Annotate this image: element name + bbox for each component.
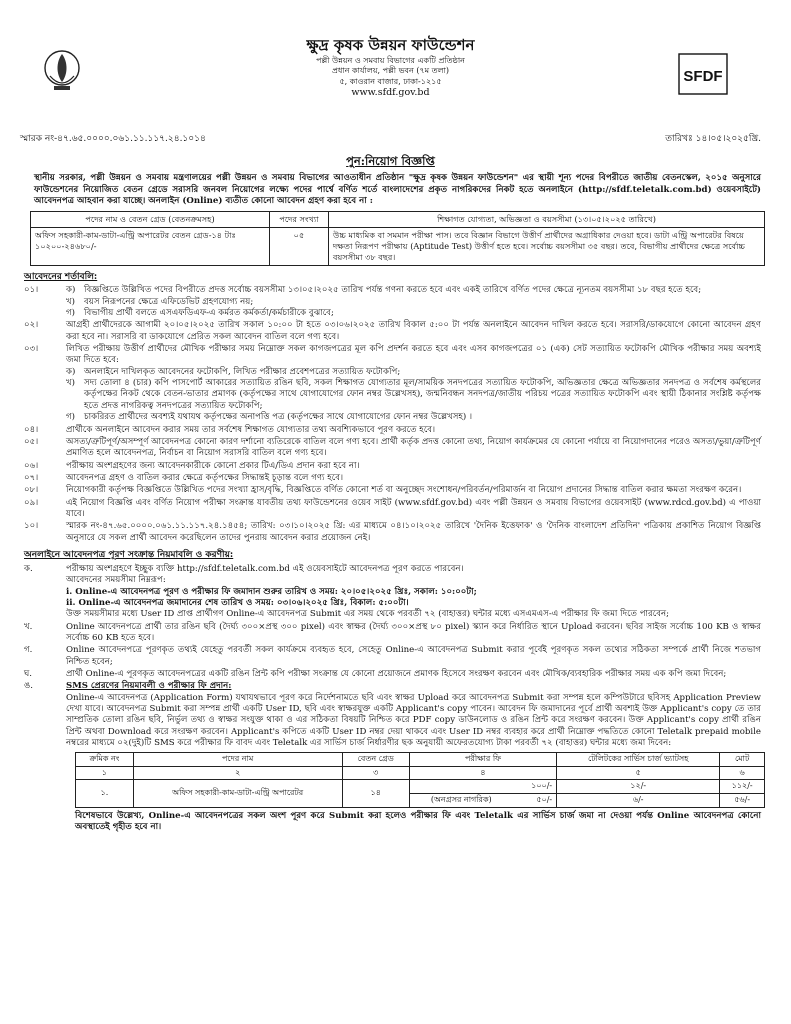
fee-sl: ১. xyxy=(76,780,134,807)
fee-index: ৬ xyxy=(720,766,765,780)
fee-table-index-row xyxy=(76,766,765,780)
fee-post: অফিস সহকারী-কাম-ডাটা-এন্ট্রি অপারেটর xyxy=(133,780,342,807)
condition-subitem xyxy=(66,367,761,378)
fee-table-header xyxy=(76,753,765,767)
post-name: অফিস সহকারী-কাম-ডাটা-এন্ট্রি অপারেটর বেতন গ্রেড-১৪ টাঃ ১০২০০-২৪৬৮০/- xyxy=(31,228,270,265)
condition-number: ০৮। xyxy=(24,485,39,496)
condition-number: ০৩। xyxy=(24,344,39,355)
rule-ng-text: Online-এ আবেদনপত্র (Application Form) যথাযথভাবে পূরণ করে নির্দেশনামতে ছবি এবং স্বাক্ষর Upload করে আবেদনপত্র Submit করা সম্পন্ন হলে কম্পিউটারে ছবিসহ Application Preview দেখা যাবে। আবেদনপত্র Submit করা সম্পন্ন প্রার্থী একটি User ID, ছবি এবং স্বাক্ষরযুক্ত একটি Applicant's copy পাবেন। আবেদন ফি জমাদানের পূর্বে প্রার্থী অবশ্যই উক্ত Applicant's copy তে তার সাম্প্রতিক তোলা রঙিন ছবি, নির্ভুল তথ্য ও স্বাক্ষর সংযুক্ত থাকা ও এর সঠিকতা বিষয়টি নিশ্চিত করে PDF copy ডাউনলোড ও রঙিন প্রিন্ট করে সংরক্ষণ করবেন। উক্ত Applicant's copy প্রার্থী রঙিন প্রিন্ট অথবা Download করে সংরক্ষণ করবেন। Applicant's কপিতে একটি User ID নম্বর দেয়া থাকবে এবং User ID নম্বর ব্যবহার করে প্রার্থী নিম্নোক্ত পদ্ধতিতে কোনো Teletalk prepaid mobile নম্বরের মাধ্যমে ০২(দুই)টি SMS করে পরীক্ষার ফি বাবদ এবং Teletalk এর সার্ভিস চার্জ নির্ধারণীর ছক অনুযায়ী অফেরতযোগ্য টাকা পরবর্তী ৭২ (বাহাত্তর) ঘন্টার মধ্যে জমা দিবেন: xyxy=(66,692,761,748)
org-name: ক্ষুদ্র কৃষক উন্নয়ন ফাউন্ডেশন xyxy=(306,36,475,54)
org-office: প্রধান কার্যালয়, পল্লী ভবন (৭ম তলা) xyxy=(331,66,450,76)
rule-kh-text: Online আবেদনপত্রে প্রার্থী তার রঙিন ছবি (দৈর্ঘ্য ৩০০×প্রস্থ ৩০০ pixel) এবং স্বাক্ষর (দৈর্ঘ্য ৩০০×প্রস্থ ৮০ pixel) স্ক্যান করে নির্ধারিত স্থানে Upload করবেন। ছবির সাইজ সর্বোচ্চ 100 KB ও স্বাক্ষর সর্বোচ্চ 60 KB হতে হবে। xyxy=(66,621,761,643)
condition-number: ০৭। xyxy=(24,472,39,483)
rule-ng-label: ঙ. xyxy=(24,681,34,692)
memo-ref: স্মারক নং-৪৭.৬৫.০০০০.০৬১.১১.১১৭.২৪.১০১৪ xyxy=(20,134,206,144)
condition-subitem xyxy=(66,297,761,308)
condition-text: লিখিত পরীক্ষায় উত্তীর্ণ প্রার্থীদের মৌখিক পরীক্ষার সময় নিম্নোক্ত সকল কাগজপত্রের মূল কপি প্রদর্শন করতে হবে এবং এসব কাগজপত্রের ০১ (এক) সেট সত্যায়িত ফটোকপি মৌখিক পরীক্ষার সময় অবশ্যই জমা দিতে হবে: xyxy=(66,344,761,366)
condition-text: নিয়োগকারী কর্তৃপক্ষ বিজ্ঞপ্তিতে উল্লিখিত পদের সংখ্যা হ্রাস/বৃদ্ধি, বিজ্ঞপ্তিতে বর্ণিত কোনো শর্ত বা অনুচ্ছেদ সংশোধন/পরিবর্তন/পরিমার্জন বা নিয়োগ প্রদানের সিদ্ধান্ত বাতিল করার ক্ষমতা সংরক্ষণ করেন। xyxy=(66,485,742,496)
fee-header-charge: টেলিটকের সার্ভিস চার্জ ভ্যাটসহ xyxy=(557,753,720,767)
fee-index: ৪ xyxy=(409,766,556,780)
condition-sub-label: গ) xyxy=(66,412,75,423)
condition-number: ১০। xyxy=(24,521,39,532)
fee-header-total: মোট xyxy=(720,753,765,767)
online-title: অনলাইনে আবেদনপত্র পূরণ সংক্রান্ত নিয়মাবলি ও করণীয়: xyxy=(24,549,234,560)
condition-item xyxy=(20,473,761,484)
condition-item xyxy=(20,498,761,521)
condition-item xyxy=(20,521,761,544)
fee-note: (অনগ্রসর নাগরিক) xyxy=(409,793,512,807)
rule-kh xyxy=(20,622,761,645)
condition-sub-text: বিজ্ঞপ্তিতে উল্লিখিত পদের বিপরীতে প্রদত্ত সর্বোচ্চ বয়সসীমা ১৩।০৫।২০২৫ তারিখ পর্যন্ত গণনা করতে হবে এবং একই তারিখে বর্ণিত পদের ক্ষেত্রে ন্যূনতম বয়সসীমা ১৮ বছর হতে হবে; xyxy=(84,285,702,296)
fee-header-grade: বেতন গ্রেড xyxy=(342,753,409,767)
post-table xyxy=(30,211,765,265)
condition-text: আগ্রহী প্রার্থীদেরকে আগামী ২০।০৫।২০২৫ তারিখ সকাল ১০:০০ টা হতে ০৩।০৬।২০২৫ তারিখ বিকাল ৫:০০ টা পর্যন্ত অনলাইনে আবেদন দাখিল করতে হবে। সরাসরি/ডাকযোগে কোনো আবেদন গ্রহণ করা হবে না। সরাসরি বা ডাকযোগে প্রেরিত সকল আবেদন বাতিল বলে গণ্য হবে। xyxy=(66,320,761,342)
condition-subitem xyxy=(66,378,761,412)
footer-note: বিশেষভাবে উল্লেখ্য, Online-এ আবেদনপত্রের সকল অংশ পূরণ করে Submit করা হলেও পরীক্ষার ফি এবং Teletalk এর সার্ভিস চার্জ জমা না দেওয়া পর্যন্ত Online আবেদনপত্র কোনো অবস্থাতেই গৃহীত হবে না। xyxy=(75,810,761,832)
notice-title: পুন:নিয়োগ বিজ্ঞপ্তি xyxy=(346,154,435,168)
logo-text: SFDF xyxy=(683,68,723,85)
rule-k-line3: i. Online-এ আবেদনপত্র পূরণ ও পরীক্ষার ফি জমাদান শুরুর তারিখ ও সময়: ২০।০৫।২০২৫ খ্রিঃ, সকাল: ১০:০০টা; xyxy=(66,586,477,597)
condition-sub-label: ক) xyxy=(66,285,76,296)
condition-item xyxy=(20,461,761,472)
notice-intro: স্থানীয় সরকার, পল্লী উন্নয়ন ও সমবায় মন্ত্রণালয়ের পল্লী উন্নয়ন ও সমবায় বিভাগের আওতাধীন প্রতিষ্ঠান "ক্ষুদ্র কৃষক উন্নয়ন ফাউন্ডেশন" এর স্থায়ী শূন্য পদের বিপরীতে জাতীয় বেতনস্কেল, ২০১৫ অনুসারে ফাউন্ডেশনের নিয়োজিত বেতন গ্রেডে সরাসরি জনবল নিয়োগের লক্ষ্যে পদের পার্শ্বে বর্ণিত শর্তে বাংলাদেশের প্রকৃত নাগরিকদের নিকট হতে অনলাইনে (http://sfdf.teletalk.com.bd) ওয়েবসাইটে) আবেদনপত্র আহবান করা যাচ্ছে। অনলাইন (Online) ব্যতীত কোনো আবেদন গ্রহণ করা হবে না : xyxy=(34,173,761,206)
condition-number: ০৪। xyxy=(24,424,39,435)
fee-charge-reduced: ৬/- xyxy=(557,793,720,807)
condition-subitem xyxy=(66,412,761,423)
fee-amount: ১০০/- xyxy=(513,780,557,794)
condition-sub-label: খ) xyxy=(66,296,75,307)
fee-charge: ১২/- xyxy=(557,780,720,794)
fee-table xyxy=(75,752,765,807)
rule-k-line2: আবেদনের সময়সীমা নিম্নরূপ: xyxy=(66,575,166,586)
conditions-list xyxy=(20,285,761,544)
condition-text: অসত্য/ত্রুটিপূর্ণ/অসম্পূর্ণ আবেদনপত্র কোনো কারণ দর্শানো ব্যতিরেকে বাতিল বলে গণ্য হবে। প্রার্থী কর্তৃক প্রদত্ত কোনো তথ্য, নিয়োগ কার্যক্রমের যে কোনো পর্যায়ে বা নিয়োগদানের পরেও অসত্য/ভুয়া/ত্রুটিপূর্ণ প্রমাণিত হলে আবেদনপত্র, নির্বাচন বা নিয়োগ সরাসরি বাতিল বলে গণ্য হবে। xyxy=(66,436,761,459)
condition-text: আবেদনপত্র গ্রহণ ও বাতিল করার ক্ষেত্রে কর্তৃপক্ষের সিদ্ধান্তই চূড়ান্ত বলে গণ্য হবে। xyxy=(66,472,344,483)
condition-item xyxy=(20,285,761,319)
condition-text: প্রার্থীকে অনলাইনে আবেদন করার সময় তার সর্বশেষ শিক্ষাগত যোগ্যতার তথ্য অবশ্যিকভাবে পূরণ করতে হবে। xyxy=(66,424,436,435)
condition-number: ০২। xyxy=(24,320,39,331)
condition-item xyxy=(20,485,761,496)
condition-sub-text: বয়স নিরূপনের ক্ষেত্রে এফিডেভিট গ্রহণযোগ্য নয়; xyxy=(84,296,254,307)
condition-item xyxy=(20,425,761,436)
rule-k-line1: পরীক্ষায় অংশগ্রহণে ইচ্ছুক ব্যক্তি http://sfdf.teletalk.com.bd এই ওয়েবসাইটে আবেদনপত্র পূরণ করতে পারবেন। xyxy=(66,563,464,574)
fee-total: ১১২/- xyxy=(720,780,765,794)
condition-text: পরীক্ষায় অংশগ্রহণের জন্য আবেদনকারীকে কোনো প্রকার টিএ/ডিএ প্রদান করা হবে না। xyxy=(66,460,360,471)
post-qualification: উচ্চ মাধ্যমিক বা সমমান পরীক্ষা পাস। তবে বিজ্ঞান বিভাগে উত্তীর্ণ প্রার্থীদের অগ্রাধিকার দেওয়া হবে। ডাটা এন্ট্রি অপারেটর বিষয়ে দক্ষতা নিরূপণ পরীক্ষায় (Aptitude Test) উত্তীর্ণ হতে হবে। সর্বোচ্চ বয়সসীমা ৩৫ বছর। তবে, বিভাগীয় প্রার্থীদের ক্ষেত্রে সর্বোচ্চ বয়সসীমা ৩৮ বছর। xyxy=(329,228,765,265)
rule-k-line4: ii. Online-এ আবেদনপত্র জমাদানের শেষ তারিখ ও সময়: ০৩।০৬।২০২৫ খ্রিঃ, বিকাল: ৫:০০টা। xyxy=(66,597,409,608)
rule-k-line5: উক্ত সময়সীমার মধ্যে User ID প্রাপ্ত প্রার্থীগণ Online-এ আবেদনপত্র Submit এর সময় থেকে পরবর্তী ৭২ (বাহাত্তর) ঘন্টার মধ্যে এসএমএস-এ পরীক্ষার ফি জমা দিতে পারবেন; xyxy=(66,609,670,620)
fee-index: ২ xyxy=(133,766,342,780)
rule-ng xyxy=(20,681,761,749)
condition-text: স্মারক নং-৪৭.৬৫.০০০০.০৬১.১১.১১৭.২৪.১৪৫৪; তারিখ: ০৩।১০।২০২৫ খ্রি: এর মাধ্যমে ০৪।১০।২০২৫ তারিখে 'দৈনিক ইত্তেফাক' ও 'দৈনিক বাংলাদেশ প্রতিদিন' পত্রিকায় প্রকাশিত নিয়োগ বিজ্ঞপ্তি অনুসারে যে সকল প্রার্থী আবেদন করেছিলেন তাদের পুনরায় আবেদন করার প্রয়োজন নেই। xyxy=(66,521,761,543)
letterhead xyxy=(20,36,761,134)
rule-gh xyxy=(20,669,761,680)
condition-sub-label: খ) xyxy=(66,378,75,389)
fee-index: ১ xyxy=(76,766,134,780)
memo-line xyxy=(20,134,761,150)
rule-kh-label: খ. xyxy=(24,621,33,632)
sfdf-logo-icon xyxy=(675,50,731,98)
condition-number: ০৬। xyxy=(24,460,39,471)
condition-number: ০৯। xyxy=(24,497,39,508)
rule-k xyxy=(20,564,761,621)
condition-item xyxy=(20,320,761,343)
condition-subitem xyxy=(66,308,761,319)
fee-table-row xyxy=(76,780,765,794)
condition-number: ০৫। xyxy=(24,436,39,447)
condition-sub-label: ক) xyxy=(66,366,76,377)
condition-sub-text: চাকরিরত প্রার্থীদের অবশ্যই যথাযথ কর্তৃপক্ষের অনাপত্তি পত্র (কর্তৃপক্ষের সাথে যোগাযোগের ফোন নম্বর উল্লেখসহ) । xyxy=(84,412,473,423)
condition-number: ০১। xyxy=(24,285,39,296)
post-table-row xyxy=(31,228,765,265)
rule-gh-label: ঘ. xyxy=(24,668,33,679)
fee-index: ৩ xyxy=(342,766,409,780)
org-website: www.sfdf.gov.bd xyxy=(351,87,430,99)
condition-sub-text: বিভাগীয় প্রার্থী বলতে এসএফডিএফ-এ কর্মরত কর্মকর্তা/কর্মচারীকে বুঝাবে; xyxy=(84,308,334,319)
condition-sub-text: সদ্য তোলা ৪ (চার) কপি পাসপোর্ট আকারের সত্যায়িত রঙিন ছবি, সকল শিক্ষাগত যোগ্যতার মূল/সাময়িক সনদপত্রের সত্যায়িত ফটোকপি, অভিজ্ঞতার ক্ষেত্রে অভিজ্ঞতার সনদপত্র ও সর্বশেষ কর্মস্থলের কর্তৃপক্ষের নিকট থেকে বেতন-ভাতার প্রমাণক (কর্তৃপক্ষের সাথে যোগাযোগের ফোন নম্বর উল্লেখসহ), জন্মনিবন্ধন সনদপত্র/জাতীয় পরিচয় পত্রের সত্যায়িত ফটোকপি এবং স্থায়ী ঠিকানার সংশ্লিষ্ট কর্তৃপক্ষ হতে প্রদত্ত নাগরিকত্ব সনদপত্রের সত্যায়িত ফটোকপি; xyxy=(84,378,761,411)
post-header-count: পদের সংখ্যা xyxy=(270,212,329,228)
rule-k-label: ক. xyxy=(24,563,33,574)
rule-g xyxy=(20,645,761,668)
condition-sub-label: গ) xyxy=(66,308,75,319)
government-emblem-icon xyxy=(42,46,82,94)
condition-item xyxy=(20,344,761,423)
fee-header-sl: ক্রমিক নং xyxy=(76,753,134,767)
rule-gh-text: প্রার্থী Online-এ পূরণকৃত আবেদনপত্রের একটি রঙিন প্রিন্ট কপি পরীক্ষা সংক্রান্ত যে কোনো প্রয়োজনে প্রমাণক হিসেবে সংরক্ষণ করবেন এবং মৌখিক/ব্যবহারিক পরীক্ষার সময় এক কপি জমা দিবেন; xyxy=(66,668,727,679)
condition-item xyxy=(20,437,761,460)
org-address: ৫, কাওরান বাজার, ঢাকা-১২১৫ xyxy=(339,76,442,86)
org-subtitle: পল্লী উন্নয়ন ও সমবায় বিভাগের একটি প্রতিষ্ঠান xyxy=(316,55,465,65)
conditions-title: আবেদনের শর্তাবলি: xyxy=(24,271,98,282)
memo-date: তারিখঃ ১৪।০৫।২০২৫খ্রি. xyxy=(665,134,761,144)
post-header-name: পদের নাম ও বেতন গ্রেড (বেতনক্রমসহ) xyxy=(31,212,270,228)
fee-grade: ১৪ xyxy=(342,780,409,807)
condition-text: এই নিয়োগ বিজ্ঞপ্তি এবং বর্ণিত নিয়োগ পরীক্ষা সংক্রান্ত যাবতীয় তথ্য ফাউন্ডেশনের ওয়েব সাইট (www.sfdf.gov.bd) এবং পল্লী উন্নয়ন ও সমবায় বিভাগের ওয়েবসাইট (www.rdcd.gov.bd) এ পাওয়া যাবে। xyxy=(66,497,761,519)
fee-header-post: পদের নাম xyxy=(133,753,342,767)
fee-total-reduced: ৫৬/- xyxy=(720,793,765,807)
rule-g-label: গ. xyxy=(24,645,33,656)
rule-g-text: Online আবেদনপত্রে পূরণকৃত তথ্যই যেহেতু পরবর্তী সকল কার্যক্রমে ব্যবহৃত হবে, সেহেতু Online-এ আবেদনপত্র Submit করার পূর্বেই পূরণকৃত সকল তথ্যের সঠিকতা সম্পর্কে প্রার্থী নিজে শতভাগ নিশ্চিত হবেন; xyxy=(66,645,761,667)
fee-amount-reduced: ৫০/- xyxy=(513,793,557,807)
post-header-qualification: শিক্ষাগত যোগ্যতা, অভিজ্ঞতা ও বয়সসীমা (১৩।০৫।২০২৫ তারিখে) xyxy=(329,212,765,228)
post-count: ০৫ xyxy=(270,228,329,265)
condition-subitem xyxy=(66,285,761,296)
fee-index: ৫ xyxy=(557,766,720,780)
fee-header-fee: পরীক্ষার ফি xyxy=(409,753,556,767)
condition-sub-text: অনলাইনে দাখিলকৃত আবেদনের ফটোকপি, লিখিত পরীক্ষার প্রবেশপত্রের সত্যায়িত ফটোকপি; xyxy=(84,366,401,377)
post-table-header xyxy=(31,212,765,228)
rule-ng-title: SMS প্রেরণের নিয়মাবলী ও পরীক্ষার ফি প্রদান: xyxy=(66,681,232,692)
online-rules xyxy=(20,564,761,750)
